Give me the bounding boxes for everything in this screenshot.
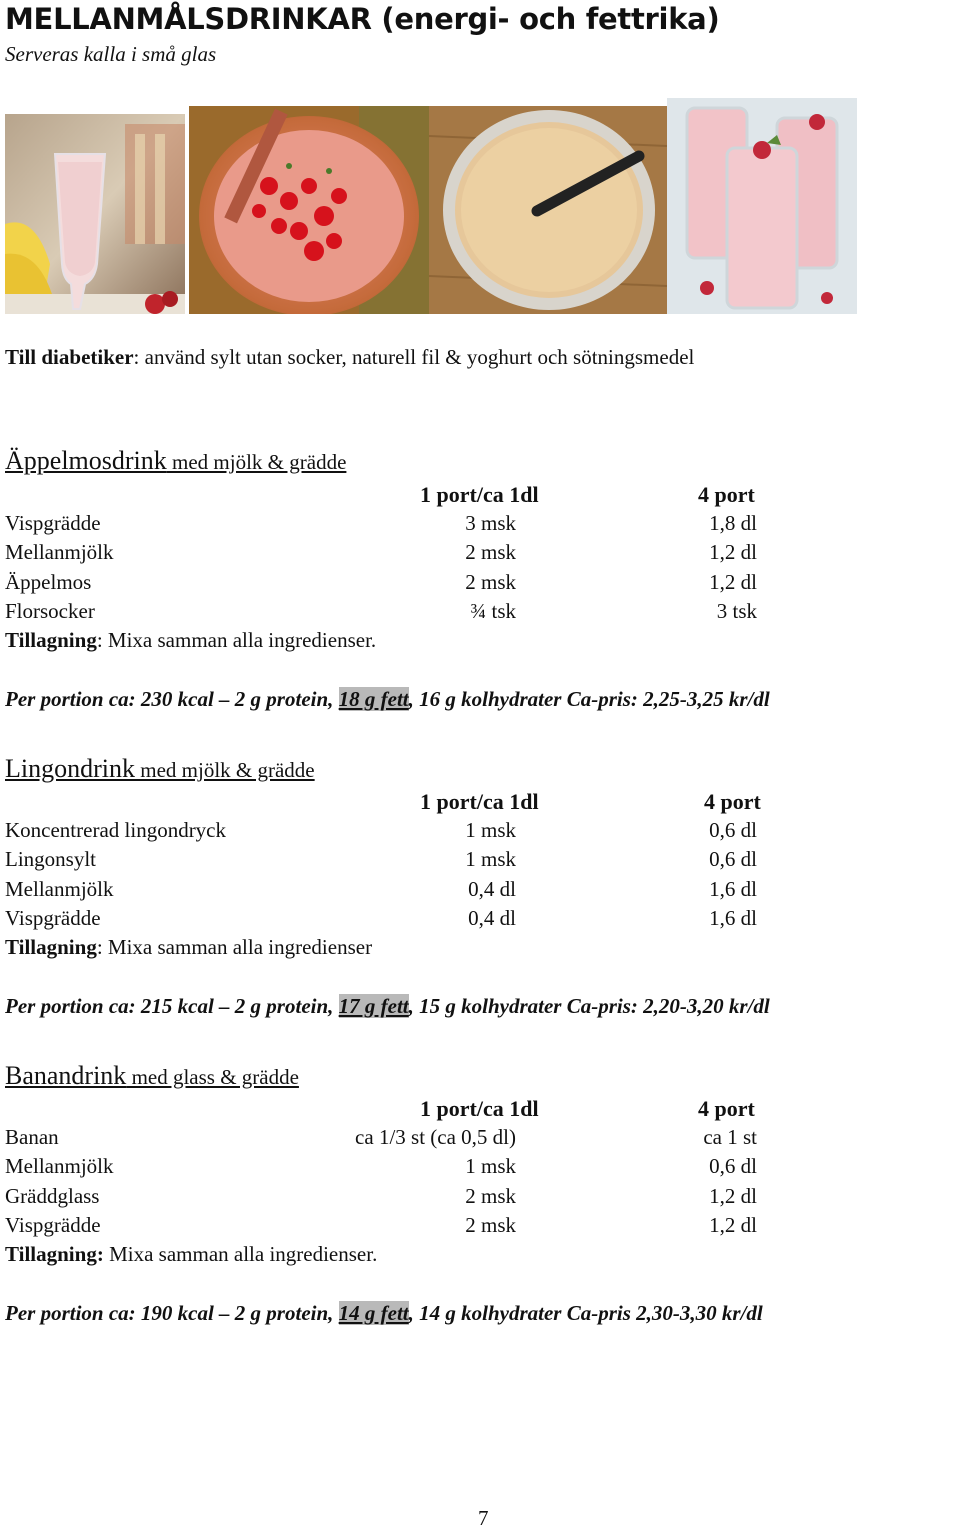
ingredient-qty-1: 1 msk	[465, 818, 516, 842]
ingredient-qty-4: 0,6 dl	[709, 1154, 757, 1178]
drink-photos	[5, 98, 858, 314]
ingredient-name: Vispgrädde	[5, 1213, 101, 1237]
nutrition-fat: 17 g fett	[338, 994, 409, 1018]
recipe-subtitle: med mjölk & grädde	[135, 758, 315, 782]
ingredient-qty-1: ca 1/3 st (ca 0,5 dl)	[355, 1125, 516, 1149]
preparation-label: Tillagning	[5, 628, 97, 652]
photo-banana-milkshake	[5, 114, 185, 314]
page-number: 7	[478, 1506, 489, 1530]
photo-pink-milkshakes	[667, 98, 857, 314]
column-header-1-portion: 1 port/ca 1dl	[420, 789, 539, 814]
preparation-label: Tillagning	[5, 935, 97, 959]
ingredient-name: Lingonsylt	[5, 847, 97, 871]
column-header-4-portions: 4 port	[698, 1096, 755, 1121]
ingredient-qty-1: 1 msk	[465, 1154, 516, 1178]
recipe-subtitle: med mjölk & grädde	[166, 450, 347, 474]
photo-apple-drink	[429, 106, 667, 314]
recipe-subtitle: med glass & grädde	[126, 1065, 299, 1089]
ingredient-qty-4: 1,2 dl	[709, 570, 757, 594]
ingredient-name: Gräddglass	[5, 1184, 100, 1208]
ingredient-qty-4: 1,6 dl	[709, 877, 757, 901]
ingredient-name: Vispgrädde	[5, 906, 101, 930]
nutrition-pre: Per portion ca: 190 kcal – 2 g protein,	[5, 1301, 339, 1325]
nutrition-fat: 14 g fett	[338, 1301, 409, 1325]
ingredient-name: Mellanmjölk	[5, 877, 114, 901]
ingredient-name: Mellanmjölk	[5, 1154, 114, 1178]
column-header-1-portion: 1 port/ca 1dl	[420, 1096, 539, 1121]
ingredient-qty-1: ¾ tsk	[470, 599, 516, 623]
ingredient-name: Äppelmos	[5, 570, 92, 594]
ingredient-name: Vispgrädde	[5, 511, 101, 535]
preparation-text: : Mixa samman alla ingredienser	[96, 935, 373, 959]
ingredient-qty-1: 2 msk	[465, 540, 516, 564]
recipe-heading	[5, 754, 315, 784]
ingredient-qty-1: 2 msk	[465, 1213, 516, 1237]
diabetic-note-text: : använd sylt utan socker, naturell fil & yoghurt och sötningsmedel	[133, 345, 695, 369]
ingredient-qty-4: 1,8 dl	[709, 511, 757, 535]
page-title: MELLANMÅLSDRINKAR (energi- och fettrika)	[5, 2, 720, 36]
recipe-heading	[5, 446, 346, 476]
ingredient-name: Koncentrerad lingondryck	[5, 818, 227, 842]
ingredient-qty-1: 2 msk	[465, 570, 516, 594]
nutrition-info	[5, 1301, 763, 1326]
ingredient-qty-1: 2 msk	[465, 1184, 516, 1208]
recipe-name: Banandrink	[5, 1061, 127, 1090]
preparation	[5, 1242, 377, 1267]
recipe-name: Äppelmosdrink	[5, 446, 167, 475]
nutrition-post: , 16 g kolhydrater Ca-pris: 2,25-3,25 kr/dl	[408, 687, 770, 711]
nutrition-fat: 18 g fett	[338, 687, 409, 711]
nutrition-info	[5, 994, 770, 1019]
nutrition-pre: Per portion ca: 230 kcal – 2 g protein,	[5, 687, 339, 711]
ingredient-qty-4: 1,6 dl	[709, 906, 757, 930]
nutrition-post: , 15 g kolhydrater Ca-pris: 2,20-3,20 kr/dl	[408, 994, 770, 1018]
recipe-name: Lingondrink	[5, 754, 135, 783]
preparation	[5, 935, 372, 960]
ingredient-qty-1: 0,4 dl	[468, 906, 516, 930]
ingredient-qty-4: 1,2 dl	[709, 540, 757, 564]
ingredient-qty-4: 1,2 dl	[709, 1213, 757, 1237]
ingredient-qty-1: 1 msk	[465, 847, 516, 871]
photo-lingonberry-drink	[189, 106, 429, 314]
page-subtitle: Serveras kalla i små glas	[5, 42, 217, 66]
recipe-heading	[5, 1061, 299, 1091]
ingredient-name: Florsocker	[5, 599, 95, 623]
preparation	[5, 628, 376, 653]
ingredient-name: Banan	[5, 1125, 59, 1149]
ingredient-qty-4: 3 tsk	[716, 599, 757, 623]
ingredient-qty-4: 0,6 dl	[709, 818, 757, 842]
nutrition-pre: Per portion ca: 215 kcal – 2 g protein,	[5, 994, 339, 1018]
column-header-1-portion: 1 port/ca 1dl	[420, 482, 539, 507]
ingredient-name: Mellanmjölk	[5, 540, 114, 564]
diabetic-note	[5, 345, 694, 370]
ingredient-qty-4: 0,6 dl	[709, 847, 757, 871]
preparation-label: Tillagning:	[5, 1242, 104, 1266]
preparation-text: : Mixa samman alla ingredienser.	[96, 628, 377, 652]
nutrition-info	[5, 687, 770, 712]
ingredient-qty-1: 0,4 dl	[468, 877, 516, 901]
ingredient-qty-1: 3 msk	[465, 511, 516, 535]
nutrition-post: , 14 g kolhydrater Ca-pris 2,30-3,30 kr/dl	[408, 1301, 763, 1325]
ingredient-qty-4: 1,2 dl	[709, 1184, 757, 1208]
diabetic-note-label: Till diabetiker	[5, 345, 134, 369]
ingredient-qty-4: ca 1 st	[703, 1125, 757, 1149]
column-header-4-portions: 4 port	[704, 789, 761, 814]
column-header-4-portions: 4 port	[698, 482, 755, 507]
preparation-text: Mixa samman alla ingredienser.	[103, 1242, 378, 1266]
